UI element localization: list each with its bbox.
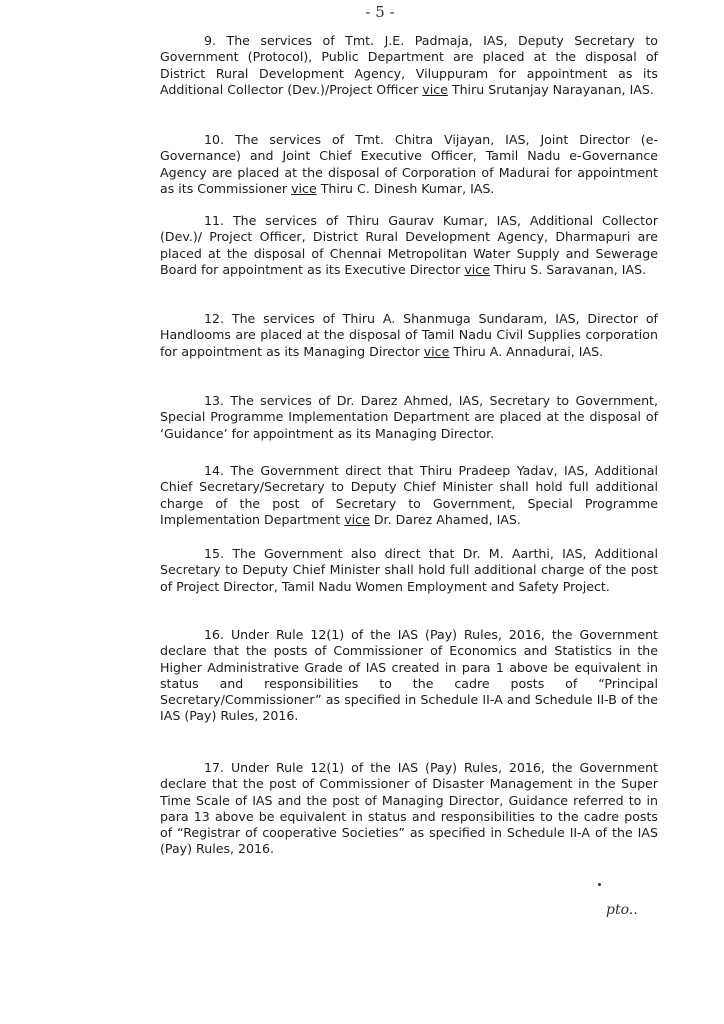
paragraph-9: 9. The services of Tmt. J.E. Padmaja, IAS, Deputy Secretary to Government (Protocol), Public Department are placed at the disposal of District Rural Development Agency, Viluppuram for appointment as its Additional Collector (Dev.)/Project Officer vice Thiru Srutanjay Narayanan, IAS. [160,33,658,97]
ink-dot [598,883,601,886]
paragraph-12: 12. The services of Thiru A. Shanmuga Sundaram, IAS, Director of Handlooms are placed at the disposal of Tamil Nadu Civil Supplies corporation for appointment as its Managing Director vice Thiru A. Annadurai, IAS. [160,311,658,359]
paragraph-14: 14. The Government direct that Thiru Pradeep Yadav, IAS, Additional Chief Secretary/Secretary to Deputy Chief Minister shall hold full additional charge of the post of Secretary to Government, Special Programme Implementation Department vice Dr. Darez Ahamed, IAS. [160,463,658,527]
pto-note: pto.. [606,902,638,918]
paragraph-10: 10. The services of Tmt. Chitra Vijayan, IAS, Joint Director (e-Governance) and Joint Chief Executive Officer, Tamil Nadu e-Governance Agency are placed at the disposal of Corporation of Madurai for appointment as its Commissioner vice Thiru C. Dinesh Kumar, IAS. [160,132,658,196]
paragraph-17: 17. Under Rule 12(1) of the IAS (Pay) Rules, 2016, the Government declare that the post of Commissioner of Disaster Management in the Super Time Scale of IAS and the post of Managing Director, Guidance referred to in para 13 above be equivalent in status and responsibilities to the cadre posts of “Registrar of cooperative Societies” as specified in Schedule II-A of the IAS (Pay) Rules, 2016. [160,760,658,857]
paragraph-16: 16. Under Rule 12(1) of the IAS (Pay) Rules, 2016, the Government declare that the posts of Commissioner of Economics and Statistics in the Higher Administrative Grade of IAS created in para 1 above be equivalent in status and responsibilities to the cadre posts of “Principal Secretary/Commissioner” as specified in Schedule II-A and Schedule II-B of the IAS (Pay) Rules, 2016. [160,627,658,724]
paragraph-13: 13. The services of Dr. Darez Ahmed, IAS, Secretary to Government, Special Programme Implementation Department are placed at the disposal of ‘Guidance’ for appointment as its Managing Director. [160,393,658,441]
paragraph-15: 15. The Government also direct that Dr. M. Aarthi, IAS, Additional Secretary to Deputy Chief Minister shall hold full additional charge of the post of Project Director, Tamil Nadu Women Employment and Safety Project. [160,546,658,594]
page-number: - 5 - [365,3,395,21]
paragraph-11: 11. The services of Thiru Gaurav Kumar, IAS, Additional Collector (Dev.)/ Project Officer, District Rural Development Agency, Dharmapuri are placed at the disposal of Chennai Metropolitan Water Supply and Sewerage Board for appointment as its Executive Director vice Thiru S. Saravanan, IAS. [160,213,658,277]
